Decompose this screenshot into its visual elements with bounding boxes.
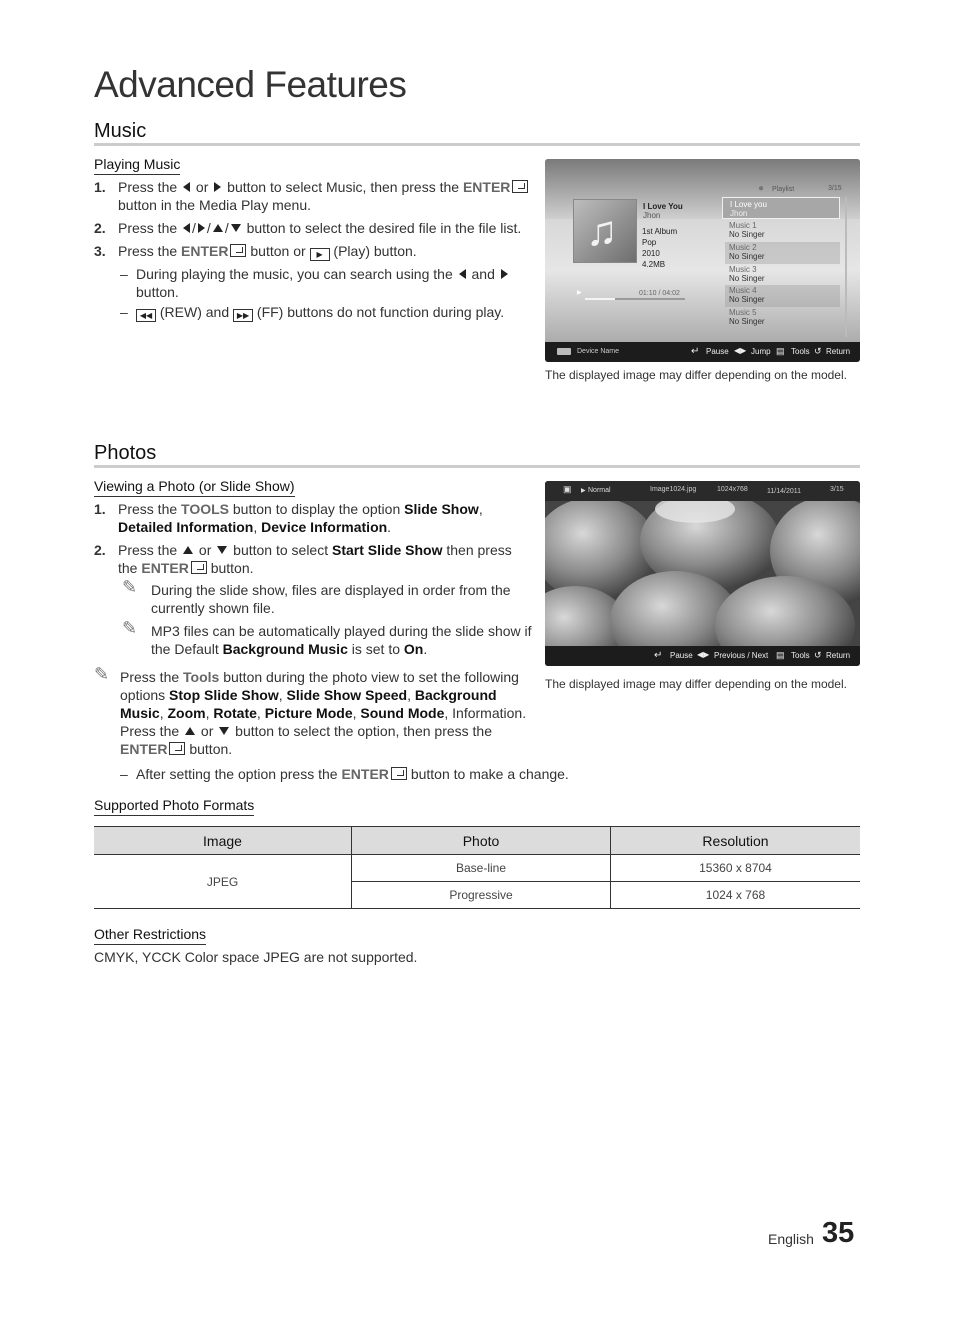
enter-icon: ↵ — [691, 346, 700, 357]
table-cell-resolution: 15360 x 8704 — [611, 855, 861, 882]
tools-key-label: Tools — [183, 669, 220, 685]
photo-resolution: 1024x768 — [717, 486, 748, 493]
up-arrow-icon — [183, 546, 193, 554]
left-right-arrows-icon: ◀▶ — [734, 346, 747, 355]
note-text: button during the photo view to set the following options — [120, 669, 519, 703]
photo-control-bar — [545, 646, 860, 666]
step-number: 2. — [94, 220, 106, 236]
playlist-item[interactable] — [725, 242, 840, 264]
note-text: or — [200, 723, 214, 739]
restrictions-text: CMYK, YCCK Color space JPEG are not supported. — [94, 949, 418, 965]
dash-text: After setting the option press the — [136, 766, 338, 782]
track-size: 4.2MB — [642, 260, 666, 269]
left-arrow-icon — [183, 182, 190, 192]
table-cell-image: JPEG — [94, 855, 352, 909]
page-number: 35 — [822, 1217, 855, 1249]
music-note-icon: ♫ — [586, 207, 618, 254]
playlist-item-title: Music 3 — [729, 265, 757, 274]
photo-filename: Image1024.jpg — [650, 486, 697, 493]
photos-note-1: During the slide show, files are displayed in order from the currently shown file. — [151, 582, 511, 616]
music-caption: The displayed image may differ depending on the model. — [545, 368, 847, 382]
up-arrow-icon — [213, 224, 223, 232]
jump-label[interactable]: Jump — [751, 347, 771, 356]
step-text: button to display the option — [232, 501, 401, 517]
music-dash-2: – ◀◀ (REW) and ▶▶ (FF) buttons do not function during play. — [120, 304, 505, 320]
playlist-item[interactable] — [725, 220, 840, 242]
pause-label[interactable]: Pause — [706, 347, 729, 356]
step-text: or — [198, 542, 212, 558]
photo-counter: 3/15 — [830, 486, 844, 493]
enter-icon — [191, 561, 207, 574]
progress-fill — [585, 298, 615, 300]
enter-key-label: ENTER — [341, 766, 389, 782]
left-arrow-icon — [459, 269, 466, 279]
track-title: I Love You — [643, 202, 683, 211]
music-section-rule — [94, 143, 860, 146]
playlist-item-artist: No Singer — [729, 230, 765, 239]
return-icon: ↺ — [814, 346, 822, 356]
album-art — [573, 199, 637, 263]
play-indicator-icon: ▶ — [577, 290, 582, 296]
playlist-item-title: Music 5 — [729, 308, 757, 317]
playlist-scrollbar[interactable] — [845, 197, 847, 337]
table-header: Photo — [352, 827, 611, 855]
option-name: Slide Show Speed — [286, 687, 408, 703]
playlist-item[interactable] — [725, 307, 840, 329]
note-text: Information. — [452, 705, 527, 721]
right-arrow-icon — [198, 223, 205, 233]
note-text: is set to — [351, 641, 400, 657]
table-cell-photo: Progressive — [352, 882, 611, 909]
step-number: 1. — [94, 501, 106, 517]
dash-text: (FF) buttons do not function during play. — [256, 304, 505, 320]
option-name: Detailed Information — [118, 519, 254, 535]
play-icon: ▶ — [310, 248, 330, 261]
track-album: 1st Album — [642, 227, 678, 236]
device-name: Device Name — [577, 348, 620, 355]
step-text: Press the — [118, 501, 178, 517]
enter-key-label: ENTER — [141, 560, 189, 576]
photos-step-2 — [94, 541, 534, 577]
pause-label[interactable]: Pause — [670, 651, 693, 660]
table-header: Resolution — [611, 827, 861, 855]
track-genre: Pop — [642, 238, 657, 247]
option-name: Background Music — [120, 687, 497, 721]
step-text: Press the — [118, 243, 178, 259]
photos-step-1: 1. Press the TOOLS button to display the option Slide Show, Detailed Information, Device Information. — [94, 501, 483, 535]
playlist-item-title: Music 2 — [729, 243, 757, 252]
tools-label[interactable]: Tools — [791, 651, 810, 660]
photo-mode-icon: ▣ — [563, 484, 572, 494]
table-row — [94, 855, 860, 882]
step-text: Press the — [118, 220, 178, 236]
music-control-bar — [545, 342, 860, 362]
photos-caption: The displayed image may differ depending on the model. — [545, 677, 847, 691]
table-cell-resolution: 1024 x 768 — [611, 882, 861, 909]
return-icon: ↺ — [814, 650, 822, 660]
dash-text: button. — [136, 284, 179, 300]
footer-language: English — [768, 1231, 814, 1247]
playlist-item[interactable] — [722, 197, 840, 219]
down-arrow-icon — [231, 224, 241, 232]
prevnext-label[interactable]: Previous / Next — [714, 651, 769, 660]
note-icon: ✎ — [94, 664, 110, 684]
table-header-row — [94, 827, 860, 855]
option-name: Zoom — [167, 705, 206, 721]
enter-icon — [512, 180, 528, 193]
step-text: button in the Media Play menu. — [118, 197, 312, 213]
step-text: the — [118, 560, 138, 576]
note-icon: ✎ — [122, 618, 138, 638]
dash-text: During playing the music, you can search using the — [136, 266, 453, 282]
playlist-label: Playlist — [772, 186, 795, 193]
dash-text: (REW) and — [159, 304, 230, 320]
playlist-item[interactable] — [725, 264, 840, 286]
playlist-icon: ● — [758, 183, 765, 194]
note-text: Press the — [120, 723, 180, 739]
viewing-photo-subhead: Viewing a Photo (or Slide Show) — [94, 478, 295, 497]
photo-date: 11/14/2011 — [767, 488, 801, 495]
return-label[interactable]: Return — [826, 347, 851, 356]
music-dash-1: – During playing the music, you can search using the and button. — [120, 265, 520, 301]
playing-music-subhead: Playing Music — [94, 156, 180, 175]
enter-key-label: ENTER — [181, 243, 229, 259]
tools-icon: ▤ — [776, 346, 785, 356]
dash-text: and — [471, 266, 495, 282]
photo-viewer-screenshot — [545, 481, 860, 666]
step-number: 3. — [94, 243, 106, 259]
playlist-item-artist: Jhon — [730, 209, 748, 218]
photos-note-3: Press the Tools button during the photo view to set the following options Stop Slide Show, Slide Show Speed, Background Music, Zoom, Rotate, Picture Mode, Sound Mode, Information. Press the or button to select the option, then press the ENTER button. — [120, 669, 527, 757]
right-arrow-icon — [501, 269, 508, 279]
playlist-item-artist: No Singer — [729, 274, 765, 283]
track-time: 01:10 / 04:02 — [639, 290, 680, 297]
step-text: Press the — [118, 179, 178, 195]
photo-formats-table — [94, 826, 860, 909]
option-name: Stop Slide Show — [169, 687, 279, 703]
step-text: button to select the desired file in the file list. — [246, 220, 522, 236]
other-restrictions-subhead: Other Restrictions — [94, 926, 206, 945]
option-name: Sound Mode — [360, 705, 445, 721]
note-text: button. — [189, 741, 233, 757]
music-step-1 — [94, 178, 534, 214]
step-text: or — [195, 179, 209, 195]
playlist-item-artist: No Singer — [729, 317, 765, 326]
apples-photo — [545, 501, 860, 646]
enter-icon — [391, 767, 407, 780]
tools-key-label: TOOLS — [181, 501, 229, 517]
option-value: On — [403, 641, 424, 657]
enter-icon: ↵ — [654, 650, 663, 661]
photo-mode: Normal — [588, 487, 611, 494]
photos-dash: – After setting the option press the ENTER button to make a change. — [120, 766, 569, 782]
playlist-item-artist: No Singer — [729, 252, 765, 261]
down-arrow-icon — [219, 727, 229, 735]
photo-info-bar — [545, 481, 860, 501]
return-label[interactable]: Return — [826, 651, 851, 660]
step-text: button. — [210, 560, 254, 576]
page-title: Advanced Features — [94, 64, 407, 105]
music-section-title: Music — [94, 120, 147, 142]
option-name: Rotate — [213, 705, 257, 721]
table-cell-photo: Base-line — [352, 855, 611, 882]
step-text: then press — [446, 542, 512, 558]
step-text: Press the — [118, 542, 178, 558]
step-text: button or — [250, 243, 306, 259]
playlist-item[interactable] — [725, 285, 840, 307]
left-arrow-icon — [183, 223, 190, 233]
track-year: 2010 — [642, 249, 660, 258]
play-indicator-icon: ▶ — [581, 488, 586, 494]
enter-key-label: ENTER — [462, 179, 511, 195]
note-text: Press the — [120, 669, 180, 685]
enter-key-label: ENTER — [120, 741, 168, 757]
step-text: button to select Music, then press the — [227, 179, 460, 195]
down-arrow-icon — [217, 546, 227, 554]
music-step-3 — [94, 242, 534, 261]
photos-section-rule — [94, 465, 860, 468]
photos-section-title: Photos — [94, 442, 157, 464]
step-number: 1. — [94, 179, 106, 195]
photos-note-2: MP3 files can be automatically played during the slide show if the Default Background Music is set to On. — [151, 623, 532, 657]
option-name: Slide Show — [404, 501, 479, 517]
note-text: button to select the option, then press the — [235, 723, 492, 739]
right-arrow-icon — [214, 182, 221, 192]
option-name: Picture Mode — [264, 705, 353, 721]
note-text: MP3 files can be automatically played during the slide show if the Default — [151, 623, 532, 657]
step-text: button to select — [233, 542, 329, 558]
up-arrow-icon — [185, 727, 195, 735]
playlist-item-title: Music 1 — [729, 221, 757, 230]
playlist-item-title: I Love you — [730, 200, 767, 209]
step-text: (Play) button. — [333, 243, 417, 259]
playlist-counter: 3/15 — [828, 185, 842, 192]
note-icon: ✎ — [122, 577, 138, 597]
device-icon — [557, 348, 571, 355]
playlist-item-artist: No Singer — [729, 295, 765, 304]
step-number: 2. — [94, 542, 106, 558]
tools-label[interactable]: Tools — [791, 347, 810, 356]
option-name: Background Music — [222, 641, 348, 657]
playlist-item-title: Music 4 — [729, 286, 757, 295]
table-header: Image — [94, 827, 352, 855]
tools-icon: ▤ — [776, 650, 785, 660]
fast-forward-icon: ▶▶ — [233, 309, 253, 322]
rewind-icon: ◀◀ — [136, 309, 156, 322]
enter-icon — [169, 742, 185, 755]
supported-formats-subhead: Supported Photo Formats — [94, 797, 254, 816]
music-step-2: 2. Press the / / / button to select the desired file in the file list. — [94, 220, 522, 236]
dash-text: button to make a change. — [410, 766, 569, 782]
left-right-arrows-icon: ◀▶ — [697, 650, 710, 659]
music-player-screenshot — [545, 159, 860, 362]
track-artist: Jhon — [643, 211, 661, 220]
option-name: Device Information — [261, 519, 388, 535]
enter-icon — [230, 244, 246, 257]
option-name: Start Slide Show — [332, 542, 443, 558]
